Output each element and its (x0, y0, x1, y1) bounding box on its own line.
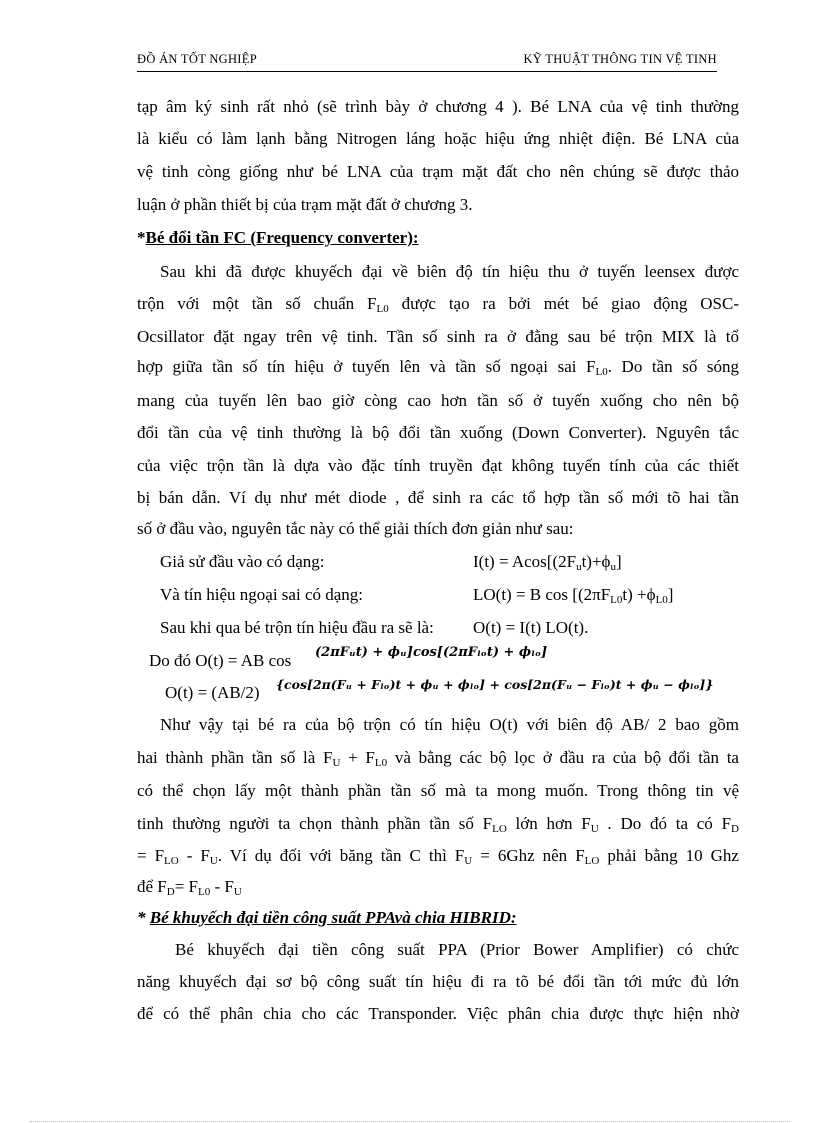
eq-input-formula: $I(t) = Acos[(2F_ut)+\phi_u]$ (473, 552, 622, 573)
heading-star: * (137, 228, 146, 247)
para1-line3: vệ tinh còng giống như bé LNA của trạm mặt đất cho nên chúng sẽ được thảo (137, 162, 739, 181)
para2-line1: Sau khi đã được khuyếch đại về biên độ tín hiệu thu ở tuyến leensex được (160, 262, 739, 281)
para4-line1: Bé khuyếch đại tiền công suất PPA (Prior Bower Amplifier) có chức (175, 940, 739, 959)
heading-frequency-converter (137, 228, 419, 248)
para2-line9: số ở đầu vào, nguyên tắc này có thể giải thích đơn giản như sau: (137, 519, 574, 538)
para1-line4: luận ở phần thiết bị của trạm mặt đất ở chương 3. (137, 195, 473, 214)
eq-lo-label: Và tín hiệu ngoại sai có dạng: (160, 585, 364, 604)
para2-line3: Ocsillator đặt ngay trên vệ tinh. Tần số sinh ra ở đằng sau bé trộn MIX là tổ (137, 327, 739, 346)
para1-line2: là kiểu có làm lạnh bằng Nitrogen láng hoặc hiệu ứng nhiệt điện. Bé LNA của (137, 129, 739, 148)
page-bottom-rule (30, 1121, 790, 1122)
eq-dodo-label: Do đó O(t) = AB cos (149, 651, 292, 670)
para4-line2: năng khuyếch đại sơ bộ công suất tín hiệu đi ra tõ bé đổi tần tới mức đủ lớn (137, 972, 739, 991)
eq-lo-formula: LO(t) = B $\cos [(2\pi F_{L0}t) +\phi_{L0}]$ (473, 585, 674, 606)
eq-dodo-math: (2πFᵤt) + ϕᵤ]cos[(2πFₗₒt) + ϕₗₒ] (315, 645, 548, 660)
para2-line7: của việc trộn tần là dựa vào đặc tính truyền đạt không tuyến tính của các thiết (137, 456, 739, 475)
para3-line2: hai thành phần tần số là $F_U + F_{L0}$ và bằng các bộ lọc ở đầu ra của bộ đổi tần ta (137, 748, 739, 769)
para3-line5: = $F_{LO} - F_U$. Ví dụ đối với băng tần C thì $F_U = 6Ghz$ nên $F_{LO}$ phải bằng 10 Ghz (137, 846, 739, 867)
para3-line6: để $F_D= F_{L0} - F_U$ (137, 877, 242, 898)
heading-ppa-text: Bé khuyếch đại tiền công suất PPAvà chia HIBRID: (149, 908, 517, 927)
header-right: KỸ THUẬT THÔNG TIN VỆ TINH (523, 52, 717, 66)
eq-ot-math: {cos[2π(Fᵤ + Fₗₒ)t + ϕᵤ + ϕₗₒ] + cos[2π(Fᵤ − Fₗₒ)t + ϕᵤ − ϕₗₒ]} (276, 677, 714, 692)
eq-input-label: Giả sử đầu vào có dạng: (160, 552, 325, 571)
heading-text: Bé đổi tần FC (Frequency converter): (145, 228, 419, 247)
eq-ot-label: O(t) = (AB/2) (165, 683, 260, 702)
para2-line6: đổi tần của vệ tinh thường là bộ đổi tần xuống (Down Converter). Nguyên tắc (137, 423, 739, 442)
para3-line3: có thể chọn lấy một thành phần tần số mà ta mong muốn. Trong thông tin vệ (137, 781, 739, 800)
heading-ppa (137, 908, 517, 928)
para2-line4: hợp giữa tần số tín hiệu ở tuyến lên và tần số ngoại sai $F_{L0}$. Do tần số sóng (137, 357, 739, 378)
para2-line8: bị bán dẫn. Ví dụ như mét diode , để sinh ra các tổ hợp tần số mới tõ hai tần (137, 488, 739, 507)
para2-line5: mang của tuyến lên bao giờ còng cao hơn tần số ở tuyến xuống cho nên bộ (137, 391, 739, 410)
header-left: ĐỒ ÁN TỐT NGHIỆP (137, 52, 257, 66)
heading-ppa-star: * (137, 908, 146, 927)
para4-line3: để có thể phân chia cho các Transponder. Việc phân chia được thực hiện nhờ (137, 1004, 739, 1023)
page-header (137, 49, 717, 72)
eq-after-formula: O(t) = I(t) LO(t). (473, 618, 589, 637)
para3-line4: tinh thường người ta chọn thành phần tần số $F_{LO}$ lớn hơn $F_U$ . Do đó ta có $F_D$ (137, 814, 739, 835)
para3-line1: Như vậy tại bé ra của bộ trộn có tín hiệu O(t) với biên độ AB/ 2 bao gồm (160, 715, 739, 734)
eq-after-label: Sau khi qua bé trộn tín hiệu đầu ra sẽ là: (160, 618, 434, 637)
para1-line1: tạp âm ký sinh rất nhỏ (sẽ trình bày ở chương 4 ). Bé LNA của vệ tinh thường (137, 97, 739, 116)
para2-line2: trộn với một tần số chuẩn $F_{L0}$ được tạo ra bởi mét bé giao động OSC- (137, 294, 739, 315)
